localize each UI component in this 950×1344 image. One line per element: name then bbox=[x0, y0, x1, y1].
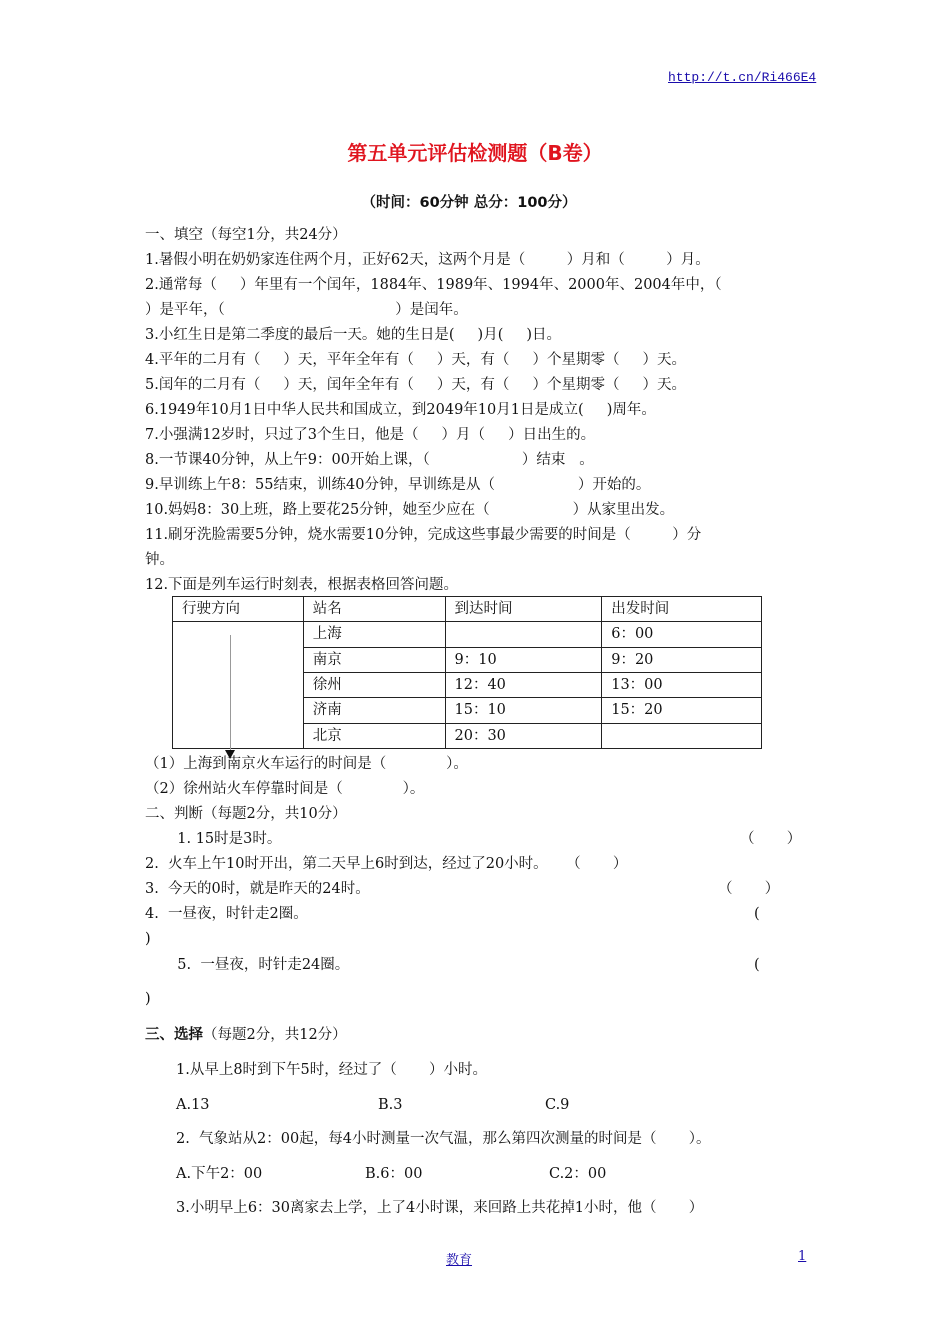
choice-option: C.9 bbox=[545, 1097, 570, 1113]
question-line: 8.一节课40分钟，从上午9：00开始上课，（ ）结束 。 bbox=[145, 452, 594, 468]
table-cell bbox=[445, 622, 602, 647]
choice-option: A.13 bbox=[176, 1097, 210, 1113]
question-line: 6.1949年10月1日中华人民共和国成立，到2049年10月1日是成立( )周年。 bbox=[145, 402, 656, 418]
table-header-cell: 行驶方向 bbox=[173, 597, 304, 622]
table-cell: 9：20 bbox=[602, 647, 762, 672]
answer-bracket: ( bbox=[754, 906, 760, 922]
table-cell: 北京 bbox=[303, 723, 445, 748]
question-line: ）是平年，（ ）是闰年。 bbox=[145, 302, 468, 318]
direction-arrow-line bbox=[230, 635, 231, 752]
table-cell: 6：00 bbox=[602, 622, 762, 647]
question-line: 7.小强满12岁时，只过了3个生日，他是（ ）月（ ）日出生的。 bbox=[145, 427, 596, 443]
table-row bbox=[173, 622, 762, 647]
choice-option: C.2：00 bbox=[549, 1166, 607, 1182]
judge-line: 5. 一昼夜，时针走24圈。 bbox=[145, 957, 350, 973]
table-header-cell: 到达时间 bbox=[445, 597, 602, 622]
choice-question: 2. 气象站从2：00起，每4小时测量一次气温，那么第四次测量的时间是（ ）。 bbox=[176, 1131, 711, 1147]
judge-line: 4. 一昼夜，时针走2圈。 bbox=[145, 906, 308, 922]
direction-cell bbox=[173, 622, 304, 749]
section-1-heading: 一、填空（每空1分，共24分） bbox=[145, 227, 347, 243]
judge-line: ) bbox=[145, 931, 151, 947]
footer-link[interactable]: 教育 bbox=[446, 1253, 473, 1268]
table-header-row bbox=[173, 597, 762, 622]
choice-question: 3.小明早上6：30离家去上学，上了4小时课，来回路上共花掉1小时，他（ ） bbox=[176, 1200, 704, 1216]
choice-option: A.下午2：00 bbox=[176, 1166, 263, 1182]
page-number[interactable]: 1 bbox=[798, 1249, 807, 1264]
question-line: 5.闰年的二月有（ ）天，闰年全年有（ ）天，有（ ）个星期零（ ）天。 bbox=[145, 377, 687, 393]
question-line: 10.妈妈8：30上班，路上要花25分钟，她至少应在（ ）从家里出发。 bbox=[145, 502, 675, 518]
table-header-cell: 出发时间 bbox=[602, 597, 762, 622]
table-cell: 徐州 bbox=[303, 672, 445, 697]
question-line: 3.小红生日是第二季度的最后一天。她的生日是( )月( )日。 bbox=[145, 327, 562, 343]
question-line: 钟。 bbox=[145, 552, 174, 568]
question-line: 11.刷牙洗脸需要5分钟，烧水需要10分钟，完成这些事最少需要的时间是（ ）分 bbox=[145, 527, 702, 543]
page-subtitle: （时间：60分钟 总分：100分） bbox=[361, 195, 577, 211]
section-3-heading bbox=[145, 1026, 347, 1044]
judge-line: 2. 火车上午10时开出，第二天早上6时到达，经过了20小时。 （ ） bbox=[145, 856, 628, 872]
section-3-heading-bold: 三、选择 bbox=[145, 1027, 203, 1043]
section-2-heading: 二、判断（每题2分，共10分） bbox=[145, 806, 347, 822]
answer-bracket: （ ） bbox=[718, 881, 780, 897]
table-cell: 13：00 bbox=[602, 672, 762, 697]
table-cell: 12：40 bbox=[445, 672, 602, 697]
judge-line: 1. 15时是3时。 bbox=[145, 831, 282, 847]
section-3-heading-rest: （每题2分，共12分） bbox=[203, 1027, 347, 1043]
question-line: 2.通常每（ ）年里有一个闰年，1884年、1989年、1994年、2000年、2004年中，（ bbox=[145, 277, 722, 293]
question-line: 4.平年的二月有（ ）天，平年全年有（ ）天，有（ ）个星期零（ ）天。 bbox=[145, 352, 687, 368]
table-cell: 15：10 bbox=[445, 698, 602, 723]
answer-bracket: ( bbox=[754, 957, 760, 973]
header-link[interactable]: http://t.cn/Ri466E4 bbox=[668, 70, 817, 85]
choice-option: B.6：00 bbox=[365, 1166, 423, 1182]
choice-option: B.3 bbox=[378, 1097, 403, 1113]
table-cell: 9：10 bbox=[445, 647, 602, 672]
judge-line: 3. 今天的0时，就是昨天的24时。 bbox=[145, 881, 370, 897]
choice-question: 1.从早上8时到下午5时，经过了（ ）小时。 bbox=[176, 1062, 488, 1078]
answer-bracket: （ ） bbox=[740, 831, 802, 847]
table-cell: 15：20 bbox=[602, 698, 762, 723]
judge-line: ) bbox=[145, 991, 151, 1007]
table-cell bbox=[602, 723, 762, 748]
question-line: 1.暑假小明在奶奶家连住两个月，正好62天，这两个月是（ ）月和（ ）月。 bbox=[145, 252, 710, 268]
sub-question: （1）上海到南京火车运行的时间是（ ）。 bbox=[145, 756, 468, 772]
sub-question: （2）徐州站火车停靠时间是（ ）。 bbox=[145, 781, 425, 797]
question-line: 9.早训练上午8：55结束，训练40分钟，早训练是从（ ）开始的。 bbox=[145, 477, 651, 493]
table-header-cell: 站名 bbox=[303, 597, 445, 622]
page-title: 第五单元评估检测题（B卷） bbox=[347, 141, 603, 165]
train-schedule-table bbox=[172, 596, 762, 749]
table-cell: 济南 bbox=[303, 698, 445, 723]
table-cell: 20：30 bbox=[445, 723, 602, 748]
table-cell: 南京 bbox=[303, 647, 445, 672]
question-line: 12.下面是列车运行时刻表，根据表格回答问题。 bbox=[145, 577, 459, 593]
table-cell: 上海 bbox=[303, 622, 445, 647]
